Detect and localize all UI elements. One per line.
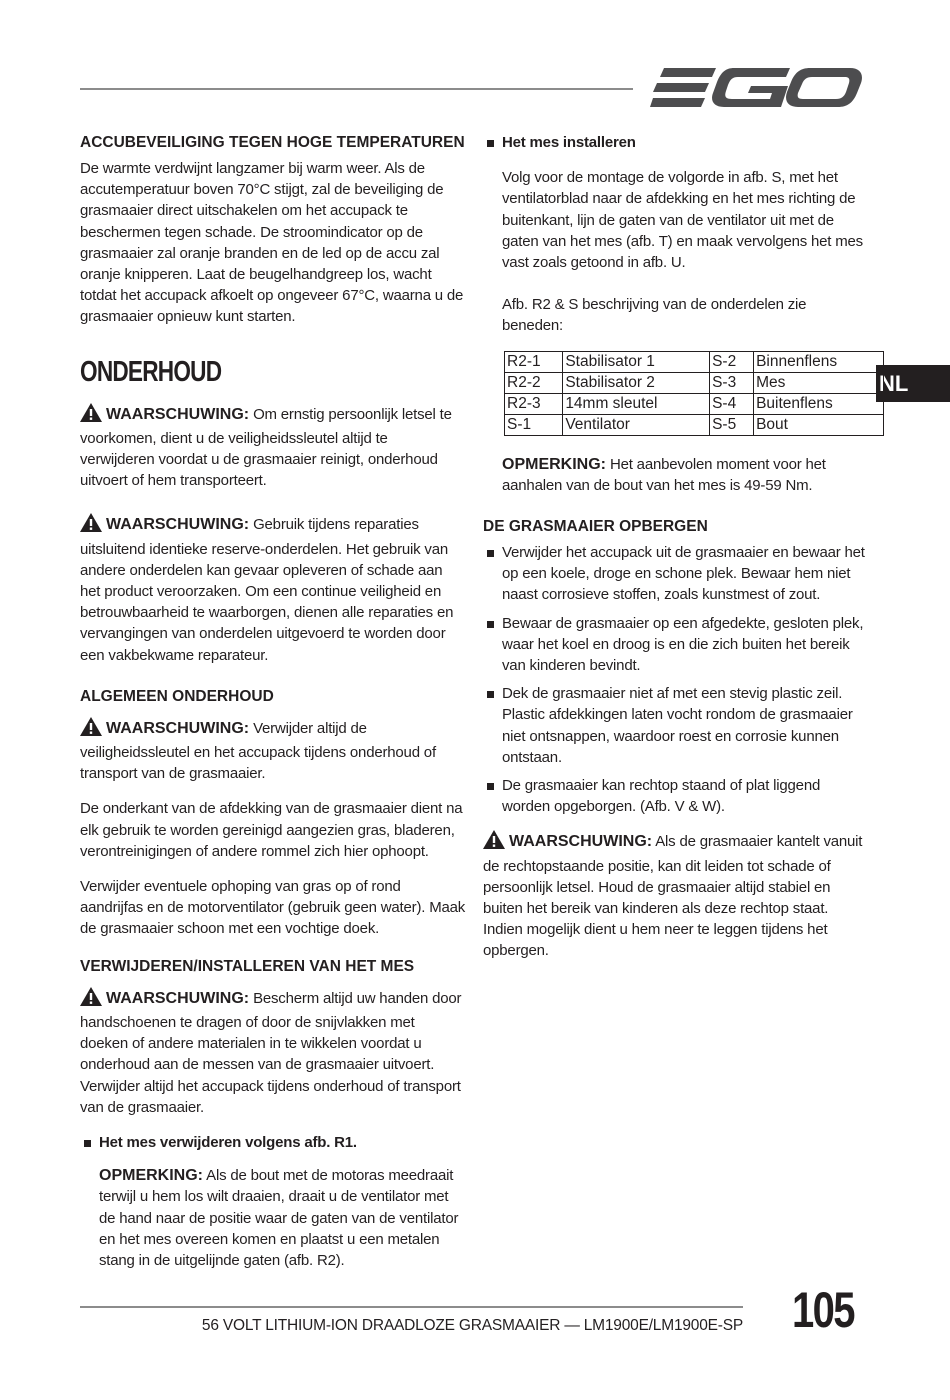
warning-triangle-icon xyxy=(80,717,102,742)
warning-triangle-icon xyxy=(80,513,102,538)
warning-label: WAARSCHUWING: xyxy=(106,405,250,423)
table-cell: S-5 xyxy=(710,414,754,435)
bullet-install-blade: Het mes installeren xyxy=(483,132,868,153)
list-item: Verwijder het accupack uit de grasmaaier en bewaar het op een koele, droge en schone plek. Bewaar hem niet naast corrosieve stoffen, zoals kunstmest of zout. xyxy=(483,542,868,606)
table-row xyxy=(505,372,884,393)
left-column xyxy=(80,132,466,1271)
warning-triangle-icon xyxy=(80,987,102,1012)
bullet-square-icon xyxy=(487,783,494,790)
list-item: Dek de grasmaaier niet af met een stevig plastic zeil. Plastic afdekkingen laten vocht rondom de grasmaaier niet ontsnappen, waardoor roest en corrosie kunnen ontstaan. xyxy=(483,683,868,768)
table-cell: Bout xyxy=(754,414,884,435)
temperature-paragraph: De warmte verdwijnt langzamer bij warm weer. Als de accutemperatuur boven 70°C stijgt, zal de beveiliging de grasmaaier direct uitschakelen om het accupack te beschermen tegen schade. De stroomindicator op de grasmaaier zal oranje branden en de led op de accu zal oranje knipperen. Laat de beugelhandgreep los, wacht totdat het accupack afkoelt op ongeveer 67°C, waarna u de grasmaaier opnieuw kunt starten. xyxy=(80,160,464,326)
bullet-remove-blade: Het mes verwijderen volgens afb. R1. xyxy=(80,1132,466,1153)
table-cell: R2-2 xyxy=(505,372,563,393)
header-rule xyxy=(80,88,633,90)
warning-triangle-icon xyxy=(80,403,102,428)
warning-5-text: Als de grasmaaier kantelt vanuit de rechtopstaande positie, kan dit leiden tot schade of persoonlijk letsel. Houd de grasmaaier altijd stabiel en buiten het bereik van kinderen als deze rechtop staat. Indien mogelijk dient u hem neer te leggen tijdens het opbergen. xyxy=(483,833,863,960)
section-title-storage: DE GRASMAAIER OPBERGEN xyxy=(483,518,708,536)
main-title: ONDERHOUD xyxy=(80,355,222,388)
maintenance-paragraph-2: Verwijder eventuele ophoping van gras op of rond aandrijfas en de motorventilator (gebruik geen water). Maak de grasmaaier schoon met een vochtige doek. xyxy=(80,878,466,938)
install-paragraph: Volg voor de montage de volgorde in afb. S, met het ventilatorblad naar de afdekking en het mes richting de buitenkant, lijn de gaten van de ventilator uit met de gaten van het mes (afb. T) en maak vervolgens het mes vast zoals getoond in afb. U. xyxy=(502,169,863,272)
list-item: De grasmaaier kan rechtop staand of plat liggend worden opgeborgen. (Afb. V & W). xyxy=(483,775,868,817)
warning-5 xyxy=(483,830,868,961)
section-title-blade: VERWIJDEREN/INSTALLEREN VAN HET MES xyxy=(80,957,415,975)
footer-rule xyxy=(80,1306,743,1308)
list-item: Bewaar de grasmaaier op een afgedekte, gesloten plek, waar het koel en droog is en die zich buiten het bereik van kinderen bevindt. xyxy=(483,613,868,677)
note-2-text: Het aanbevolen moment voor het aanhalen van de bout van het mes is 49-59 Nm. xyxy=(502,455,826,494)
section-title-temperature: ACCUBEVEILIGING TEGEN HOGE TEMPERATUREN xyxy=(80,134,465,151)
table-row xyxy=(505,351,884,372)
table-cell: S-1 xyxy=(505,414,563,435)
warning-label: WAARSCHUWING: xyxy=(106,719,250,737)
note-label: OPMERKING: xyxy=(502,455,606,473)
bullet-square-icon xyxy=(487,691,494,698)
table-cell: Buitenflens xyxy=(754,393,884,414)
table-cell: R2-1 xyxy=(505,351,563,372)
bullet-square-icon xyxy=(487,621,494,628)
right-column xyxy=(483,132,868,962)
table-cell: S-2 xyxy=(710,351,754,372)
note-1-text: Als de bout met de motoras meedraait terwijl u hem los wilt draaien, draait u de ventilator met de hand naar de positie waar de gaten van de ventilator en het mes overeen komen en plaatst u een metalen stang in de uitgelijnde gaten (afb. R2). xyxy=(99,1167,459,1269)
section-title-maintenance: ALGEMEEN ONDERHOUD xyxy=(80,687,274,705)
warning-1 xyxy=(80,403,466,492)
table-row xyxy=(505,414,884,435)
warning-label: WAARSCHUWING: xyxy=(106,516,250,534)
table-cell: Ventilator xyxy=(563,414,710,435)
language-tab: NL xyxy=(876,365,950,402)
table-cell: S-4 xyxy=(710,393,754,414)
table-cell: R2-3 xyxy=(505,393,563,414)
ego-logo xyxy=(650,64,862,112)
warning-2-text: Gebruik tijdens reparaties uitsluitend identieke reserve-onderdelen. Het gebruik van andere onderdelen kan gevaar opleveren of schade aan het product veroorzaken. Om een continue veiligheid en betrouwbaarheid te waarborgen, dienen alle reparaties en vervangingen van onderdelen uitgevoerd te worden door een vakbekwame reparateur. xyxy=(80,516,454,664)
warning-label: WAARSCHUWING: xyxy=(509,833,653,851)
table-cell: Mes xyxy=(754,372,884,393)
bullet-square-icon xyxy=(487,140,494,147)
table-cell: Stabilisator 1 xyxy=(563,351,710,372)
table-row xyxy=(505,393,884,414)
warning-3-text: Verwijder altijd de veiligheidssleutel en het accupack tijdens onderhoud of transport van de grasmaaier. xyxy=(80,719,436,783)
warning-1-text: Om ernstig persoonlijk letsel te voorkomen, dient u de veiligheidssleutel altijd te verwijderen voordat u de grasmaaier reinigt, onderhoud uitvoert of hem transporteert. xyxy=(80,405,452,490)
page-number: 105 xyxy=(792,1282,854,1338)
warning-3 xyxy=(80,717,466,785)
warning-2 xyxy=(80,513,466,665)
table-cell: 14mm sleutel xyxy=(563,393,710,414)
note-label: OPMERKING: xyxy=(99,1167,203,1185)
footer-product-line: 56 VOLT LITHIUM-ION DRAADLOZE GRASMAAIER — LM1900E/LM1900E-SP xyxy=(201,1317,743,1334)
table-cell: Stabilisator 2 xyxy=(563,372,710,393)
table-cell: Binnenflens xyxy=(754,351,884,372)
storage-list xyxy=(483,542,868,817)
note-1 xyxy=(80,1165,466,1271)
bullet-square-icon xyxy=(487,550,494,557)
parts-table xyxy=(504,351,884,436)
warning-triangle-icon xyxy=(483,830,505,855)
warning-4-text: Bescherm altijd uw handen door handschoenen te dragen of door de snijvlakken met doeken of andere materialen in te wikkelen voordat u onderhoud aan de messen van de grasmaaier uitvoert. Verwijder altijd het accupack tijdens onderhoud of transport van de grasmaaier. xyxy=(80,989,462,1116)
table-intro: Afb. R2 & S beschrijving van de onderdelen zie beneden: xyxy=(502,296,807,335)
maintenance-paragraph-1: De onderkant van de afdekking van de grasmaaier dient na elk gebruik te worden gereinigd aangezien gras, bladeren, verontreinigingen of andere rommel zich hier ophoopt. xyxy=(80,800,463,860)
note-2 xyxy=(483,454,868,496)
bullet-square-icon xyxy=(84,1140,91,1147)
warning-label: WAARSCHUWING: xyxy=(106,989,250,1007)
warning-4 xyxy=(80,987,466,1118)
table-cell: S-3 xyxy=(710,372,754,393)
